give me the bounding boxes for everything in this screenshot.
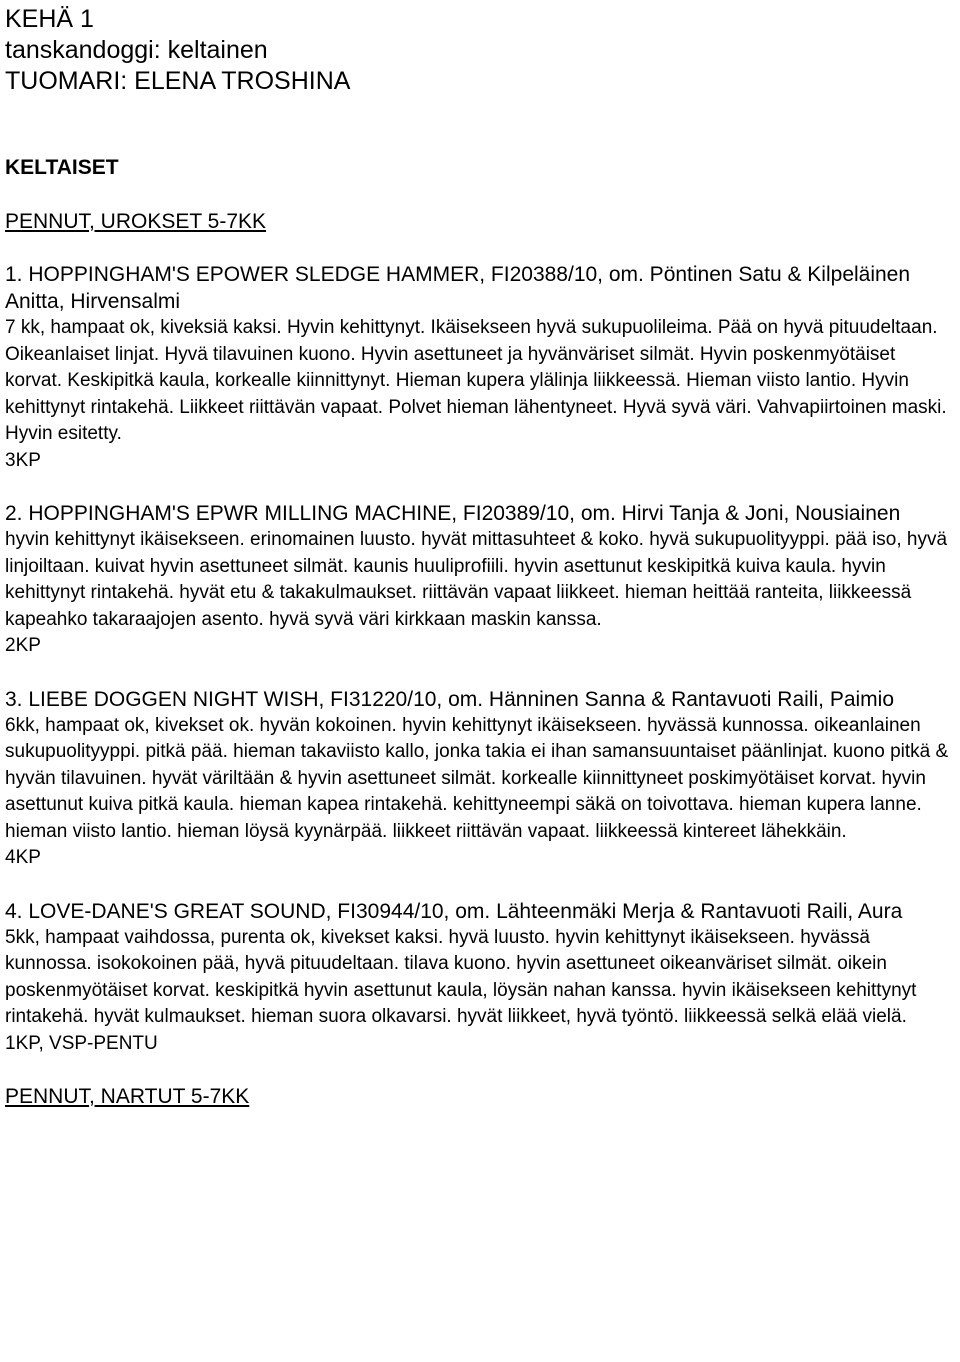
entry-title: 1. HOPPINGHAM'S EPOWER SLEDGE HAMMER, FI20388/10, om. Pöntinen Satu & Kilpeläinen Anitta, Hirvensalmi xyxy=(5,263,911,313)
entry-2 xyxy=(5,500,955,660)
entry-title: 4. LOVE-DANE'S GREAT SOUND, FI30944/10, om. Lähteenmäki Merja & Rantavuoti Raili, Aura xyxy=(5,899,903,923)
entry-3 xyxy=(5,686,955,872)
entry-title: 2. HOPPINGHAM'S EPWR MILLING MACHINE, FI20389/10, om. Hirvi Tanja & Joni, Nousiainen xyxy=(5,502,901,525)
entry-result: 1KP, VSP-PENTU xyxy=(5,1032,158,1054)
judge-line: TUOMARI: ELENA TROSHINA xyxy=(5,67,351,95)
class-heading-females: PENNUT, NARTUT 5-7KK xyxy=(5,1085,250,1108)
entry-result: 3KP xyxy=(5,449,41,471)
ring-number: KEHÄ 1 xyxy=(5,5,94,33)
class-heading-males: PENNUT, UROKSET 5-7KK xyxy=(5,210,267,233)
entry-4 xyxy=(5,898,955,1058)
entry-critique: 6kk, hampaat ok, kivekset ok. hyvän kokoinen. hyvin kehittynyt ikäisekseen. hyvässä kunnossa. oikeanlainen sukupuolityyppi. pitkä pää. hieman takaviisto kallo, jonka takia ei ihan samansuuntaiset päänlinjat. kuono pitkä & hyvän tilavuinen. hyvät väriltään & hyvin asettuneet silmät. korkealle kiinnittyneet poskimyötäiset korvat. hyvin asettunut kuiva pitkä kaula. hieman kapea rintakehä. kehittyneempi säkä on toivottava. hieman kupera lanne. hieman viisto lantio. hieman löysä kyynärpää. liikkeet riittävän vapaat. liikkeessä kintereet lähekkäin. xyxy=(5,714,949,842)
entry-1 xyxy=(5,261,955,474)
breed-line: tanskandoggi: keltainen xyxy=(5,36,268,64)
color-section-title: KELTAISET xyxy=(5,156,119,179)
document-page xyxy=(5,0,955,1110)
entry-critique: hyvin kehittynyt ikäisekseen. erinomainen luusto. hyvät mittasuhteet & koko. hyvä sukupuolityyppi. pää iso, hyvä linjoiltaan. kuivat hyvin asettuneet silmät. kaunis huuliprofiili. hyvin asettunut keskipitkä kuiva kaula. hyvin kehittynyt rintakehä. hyvät etu & takakulmaukset. riittävän vapaat liikkeet. hieman heittää ranteita, liikkeessä kapeahko takaraajojen asento. hyvä syvä väri kirkkaan maskin kanssa. xyxy=(5,529,948,630)
entry-critique: 5kk, hampaat vaihdossa, purenta ok, kivekset kaksi. hyvä luusto. hyvin kehittynyt ikäisekseen. hyvässä kunnossa. isokokoinen pää, hyvä pituudeltaan. tilava kuono. hyvin asettuneet oikeanväriset silmät. oikein poskenmyötäiset korvat. keskipitkä hyvin asettunut kaula, löysän nahan kanssa. hyvin ikäisekseen kehittynyt rintakehä. hyvät kulmaukset. hieman suora olkavarsi. hyvät liikkeet, hyvä työntö. liikkeessä selkä elää vielä. xyxy=(5,926,917,1027)
document-header xyxy=(5,4,955,97)
entry-critique: 7 kk, hampaat ok, kiveksiä kaksi. Hyvin kehittynyt. Ikäisekseen hyvä sukupuolileima. Pää on hyvä pituudeltaan. Oikeanlaiset linjat. Hyvä tilavuinen kuono. Hyvin asettuneet ja hyvänväriset silmät. Hyvin poskenmyötäiset korvat. Keskipitkä kaula, korkealle kiinnittynyt. Hieman kupera ylälinja liikkeessä. Hieman viisto lantio. Hyvin kehittynyt rintakehä. Liikkeet riittävän vapaat. Polvet hieman lähentyneet. Hyvä syvä väri. Vahvapiirtoinen maski. Hyvin esitetty. xyxy=(5,317,947,444)
entry-result: 2KP xyxy=(5,635,41,656)
entry-result: 4KP xyxy=(5,847,41,868)
entry-title: 3. LIEBE DOGGEN NIGHT WISH, FI31220/10, om. Hänninen Sanna & Rantavuoti Raili, Paimio xyxy=(5,687,895,711)
